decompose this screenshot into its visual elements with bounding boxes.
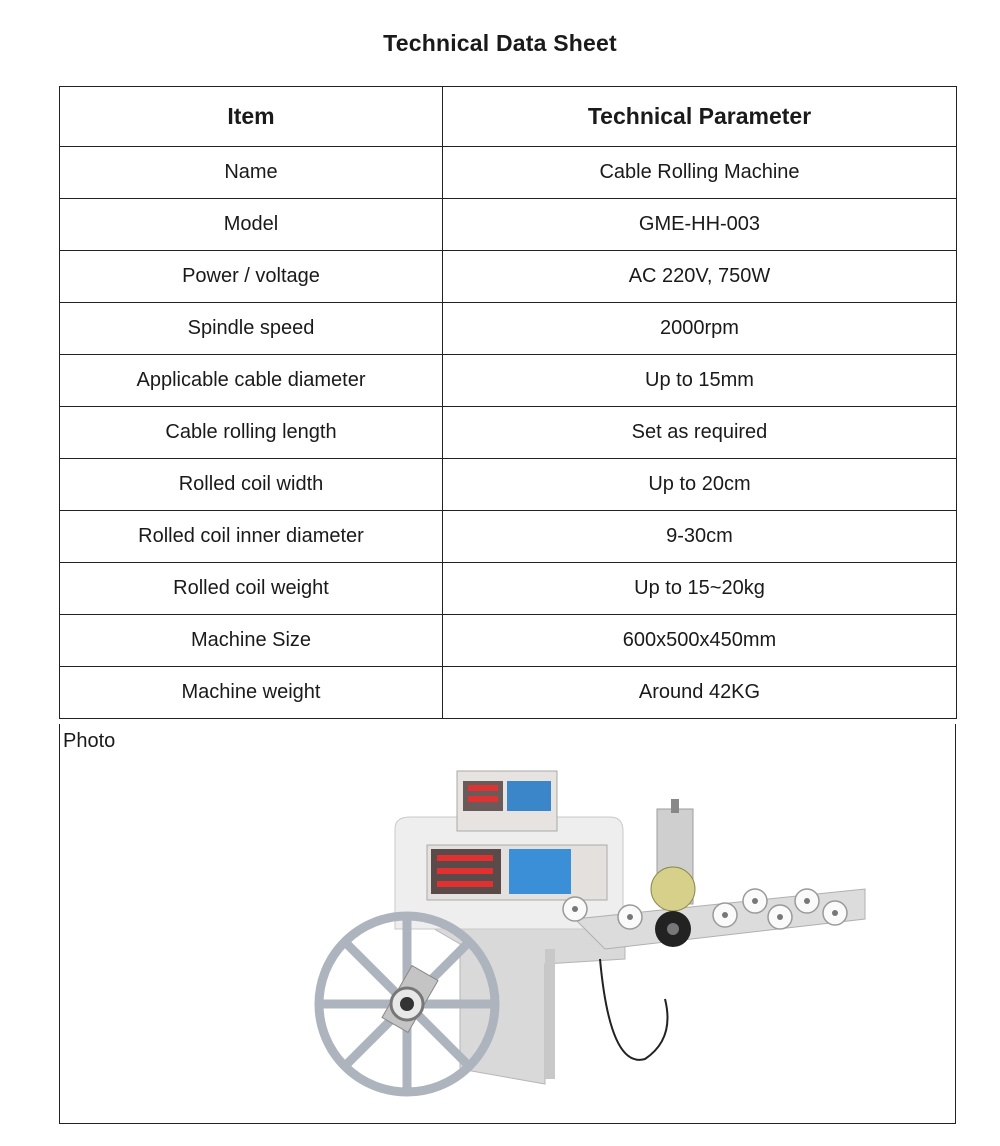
table-row [60, 355, 957, 407]
item-cell: Model [60, 199, 443, 251]
table-row [60, 407, 957, 459]
value-cell: Up to 15mm [443, 355, 957, 407]
table-row [60, 147, 957, 199]
table-row [60, 303, 957, 355]
item-cell: Applicable cable diameter [60, 355, 443, 407]
item-cell: Rolled coil width [60, 459, 443, 511]
item-cell: Cable rolling length [60, 407, 443, 459]
value-cell: Set as required [443, 407, 957, 459]
technical-data-table [59, 86, 957, 719]
machine-photo [245, 769, 875, 1099]
value-cell: 9-30cm [443, 511, 957, 563]
item-cell: Machine Size [60, 615, 443, 667]
header-technical-parameter: Technical Parameter [443, 87, 957, 147]
photo-cell [59, 724, 956, 1124]
item-cell: Name [60, 147, 443, 199]
item-cell: Rolled coil inner diameter [60, 511, 443, 563]
table-row [60, 251, 957, 303]
value-cell: GME-HH-003 [443, 199, 957, 251]
table-row [60, 511, 957, 563]
table-row [60, 563, 957, 615]
item-cell: Rolled coil weight [60, 563, 443, 615]
header-item: Item [60, 87, 443, 147]
value-cell: Around 42KG [443, 667, 957, 719]
value-cell: Up to 15~20kg [443, 563, 957, 615]
photo-label: Photo [63, 730, 116, 752]
page-title: Technical Data Sheet [383, 30, 617, 56]
item-cell: Machine weight [60, 667, 443, 719]
table-row [60, 199, 957, 251]
value-cell: Cable Rolling Machine [443, 147, 957, 199]
value-cell: 2000rpm [443, 303, 957, 355]
table-row [60, 667, 957, 719]
item-cell: Power / voltage [60, 251, 443, 303]
value-cell: 600x500x450mm [443, 615, 957, 667]
table-row [60, 459, 957, 511]
table-row [60, 615, 957, 667]
value-cell: Up to 20cm [443, 459, 957, 511]
value-cell: AC 220V, 750W [443, 251, 957, 303]
table-header-row [60, 87, 957, 147]
item-cell: Spindle speed [60, 303, 443, 355]
